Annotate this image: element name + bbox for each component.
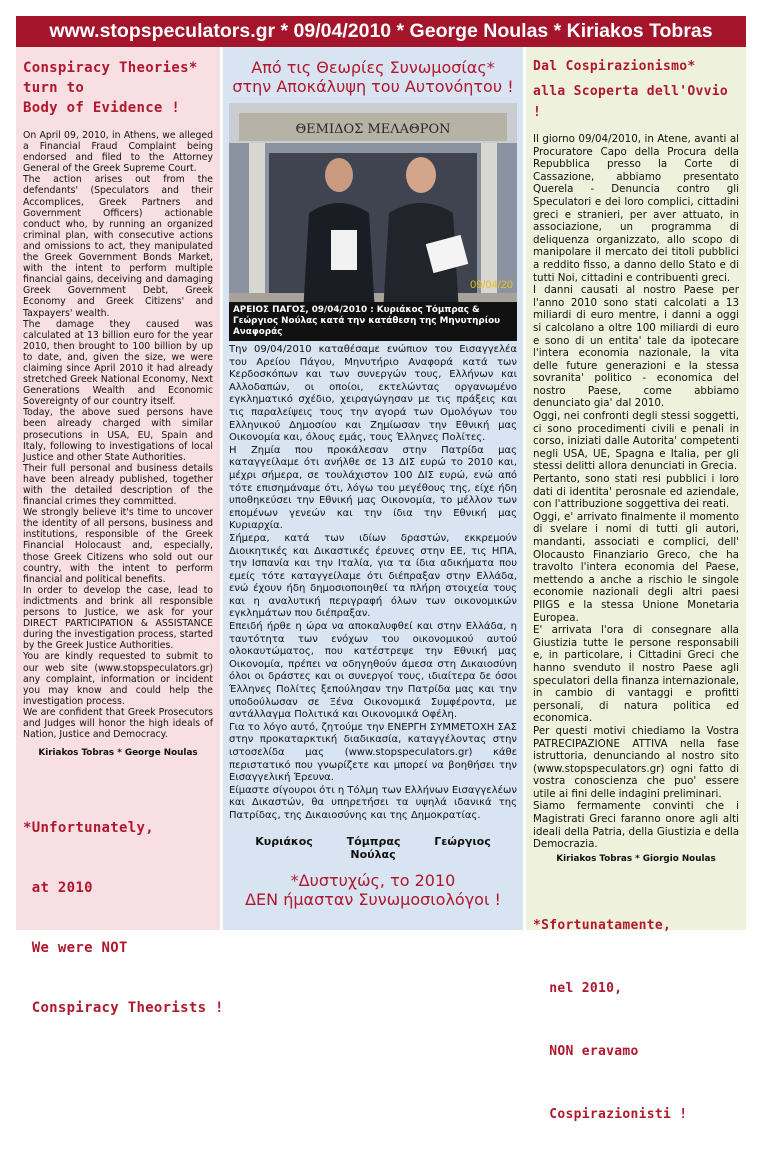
english-paragraph: In order to develop the case, lead to indictments and brink all responsible persons to Justice, we ask for your DIRECT PARTICIPATION & ASSISTANCE during the investigation process, started by the Greek Justice Authorities.	[23, 584, 213, 652]
italian-footer-line: nel 2010,	[533, 980, 623, 996]
english-heading-line: turn to	[23, 80, 85, 96]
greek-heading-line: Από τις Θεωρίες Συνωμοσίας*	[251, 58, 495, 77]
greek-footer	[229, 871, 517, 909]
greek-footer-line: ΔΕΝ ήμασταν Συνωμοσιολόγοι !	[245, 889, 501, 909]
english-footer-line: We were NOT	[23, 940, 128, 957]
greek-paragraph: Επειδή ήρθε η ώρα να αποκαλυφθεί και στην Ελλάδα, η ταυτότητα των ενόχων του οικονομικού αυτού ολοκαυτώματος, που κατέστρεψε την Εθνική μας Οικονομία, πρέπει να οδηγηθούν άμεσα στη Δικαιοσύνη όλοι οι δράστες και οι συνεργοί τους, ιδιαίτερα δε όσοι Έλληνες Πολίτες ξεπούλησαν την Πατρίδα μας και την υποδούλωσαν σε Ξένα Οικονομικά Συμφέροντα, με αντάλλαγμα Πολιτικά και Οικονομικά Οφέλη.	[229, 621, 517, 721]
italian-column	[526, 47, 746, 1122]
italian-paragraph: Per questi motivi chiediamo la Vostra PATRECIPAZIONE ATTIVA nella fase istruttoria, denunciando al nostro sito (www.stopspeculators.gr) ogni fatto di vostra conoscienza che puo' essere utile ai fini delle indagini preliminari.	[533, 724, 739, 800]
english-heading-line: Conspiracy Theories*	[23, 60, 198, 76]
greek-paragraph: Η Ζημία που προκάλεσαν στην Πατρίδα μας καταγγείλαμε ότι ανήλθε σε 13 ΔΙΣ ευρώ το 2010 και, μέχρι σήμερα, σε τουλάχιστον 100 ΔΙΣ ευρώ, ενώ από τότε επισημάναμε ότι, λόγω του μεγέθους της, είχε ήδη υποθηκεύσει την Εθνική μας Οικονομία, το μέλλον των επομένων γενεών και την ίδια την Εθνική μας Κυριαρχία.	[229, 444, 517, 532]
english-body	[23, 130, 213, 740]
greek-footer-line: *Δυστυχώς, το 2010	[290, 870, 456, 890]
greek-signature: Κυριάκος Τόμπρας Γεώργιος Νούλας	[255, 834, 491, 861]
italian-signature: Kiriakos Tobras * Giorgio Noulas	[556, 853, 716, 864]
english-paragraph: The action arises out from the defendants' (Speculators and their Accomplices, Greek Partners and Government Officers) actionable conduct who, by running an organized criminal plan, with consecutive actions and omissions to act, they manipulated the Greek Government Bonds Market, with the intent to perform multiple financial gains, deceiving and damaging Greek Government Debt, Greek Economy and Greek Citizens' and Taxpayers' wealth.	[23, 174, 213, 319]
english-paragraph: Today, the above sued persons have been already charged with similar prosecutions in USA, EU, Spain and Italy, following to investigations of local Justice and other State Authorities.	[23, 407, 213, 463]
italian-body	[533, 133, 739, 851]
italian-footer-line: NON eravamo	[533, 1043, 639, 1059]
greek-column	[223, 47, 523, 930]
greek-body	[229, 344, 517, 823]
english-footer	[23, 778, 224, 1058]
greek-paragraph: Την 09/04/2010 καταθέσαμε ενώπιον του Εισαγγελέα του Αρείου Πάγου, Μηνυτήριο Αναφορά κατά των Κερδοσκόπων και των συνεργών τους, Ελλήνων και Αλλοδαπών, οι οποίοι, εκτελώντας οργανωμένο εγκληματικό σχέδιο, χειραγώγησαν με τις πράξεις και τις παραλείψεις τους την αγορά των Ομολόγων του Ελληνικού Δημοσίου και Ζημίωσαν την Εθνική μας Οικονομία και, όλους εμάς, τους Έλληνες Πολίτες.	[229, 344, 517, 444]
english-paragraph: Their full personal and business details have been already published, together with the detailed description of the financial crimes they committed.	[23, 462, 213, 508]
english-footer-line: Conspiracy Theorists !	[23, 1000, 224, 1017]
english-column	[16, 47, 224, 1017]
greek-heading	[229, 58, 517, 96]
italian-heading-line: alla Scoperta dell'Ovvio !	[533, 84, 729, 120]
greek-paragraph: Σήμερα, κατά των ιδίων δραστών, εκκρεμούν Διοικητικές και Δικαστικές έρευνες στην ΕΕ, τις ΗΠΑ, την Ισπανία και την Ιταλία, για τα ίδια αδικήματα που εμείς τότε καταγγείλαμε ότι διέπραξαν στην Ελλάδα, ενώ έχουν ήδη δημοσιοποιηθεί τα πλήρη στοιχεία τους και η αναλυτική περιγραφή όλων των οικονομικών εγκλημάτων που διέπραξαν.	[229, 532, 517, 620]
italian-paragraph: Il giorno 09/04/2010, in Atene, avanti al Procuratore Capo della Procura della Repubblica presso la Corte di Cassazione, abbiamo presentato Querela - Denuncia contro gli Speculatori e dei loro complici, cittadini greci e stranieri, per aver attuato, in associazione, un programma di deliquenza organizzato, allo scopo di manipolare il mercato dei titoli pubblici a reddito fisso, a danno dello Stato e di tutti Noi, cittadini e contribuenti greci.	[533, 133, 739, 284]
italian-paragraph: I danni causati al nostro Paese per l'anno 2010 sono stati calcolati a 13 miliardi di euro mentre, i danni a oggi si calcolano a oltre 100 miliardi di euro e sono di un entita' tale da ipotecare l'intera economia nazionale, la vita delle future generazioni e la stessa sovranita' politico - economica del nostro Paese, come abbiamo denunciato gia' dal 2010.	[533, 284, 739, 410]
italian-heading-line: Dal Cospirazionismo*	[533, 59, 696, 74]
greek-paragraph: Είμαστε σίγουροι ότι η Τόλμη των Ελλήνων Εισαγγελέων και Δικαστών, θα υπηρετήσει τα υψηλά ιδανικά της Πατρίδας, της Δικαιοσύνης και της Δημοκρατίας.	[229, 784, 517, 821]
english-signature: Kiriakos Tobras * George Noulas	[38, 748, 198, 759]
italian-paragraph: Oggi, e' arrivato finalmente il momento di svelare i nomi di tutti gli autori, mandanti, associati e complici, dell' Olocausto Finanziario Greco, che ha travolto l'intera economia del Paese, mettendo a anche a rischio le singole economie nazionali degli altri paesi PIIGS e la stessa Unione Monetaria Europea.	[533, 510, 739, 624]
italian-heading	[533, 56, 739, 123]
english-paragraph: The damage they caused was calculated at 13 billion euro for the year 2010, then brought to 100 billion by up to date, and, given the size, we were claiming since April 2010 it had already stretched Greek National Economy, Next Generations Wealth and Economic Sovereignty of our country itself.	[23, 318, 213, 408]
english-paragraph: You are kindly requested to submit to our web site (www.stopspeculators.gr) any complaint, information or incident you may know and could help the investigation process.	[23, 651, 213, 707]
greek-heading-line: στην Αποκάλυψη του Αυτονόητου !	[232, 77, 514, 96]
italian-paragraph: Pertanto, sono stati resi pubblici i loro dati di identita' perosnale ed aziendale, con l'attribuzione soggettiva dei reati.	[533, 473, 739, 511]
english-heading-line: Body of Evidence !	[23, 100, 181, 116]
italian-paragraph: E' arrivata l'ora di consegnare alla Giustizia tutte le persone responsabili e, in particolare, i Cittadini Greci che hanno svenduto il nostro Paese agli speculatori della finanza internazionale, in cambio di vantaggi e profitti personali, di natura politica ed economica.	[533, 624, 739, 725]
italian-paragraph: Siamo fermamente convinti che i Magistrati Greci faranno onore agli alti ideali della Patria, della Giustizia e della Democrazia.	[533, 800, 739, 851]
italian-footer-line: *Sfortunatamente,	[533, 917, 672, 933]
court-photo	[229, 103, 517, 341]
page-banner: www.stopspeculators.gr * 09/04/2010 * George Noulas * Kiriakos Tobras	[16, 16, 746, 47]
english-paragraph: We are confident that Greek Prosecutors and Judges will honor the high ideals of Nation, Justice and Democracy.	[23, 706, 213, 741]
english-heading	[23, 58, 213, 118]
english-paragraph: We strongly believe it's time to uncover the identity of all persons, business and institutions, responsible of the Greek Financial Holocaust and, especially, those Greek Citizens who sold out our country, with the intent to perform financial and political benefits.	[23, 507, 213, 585]
english-footer-line: *Unfortunately,	[23, 820, 154, 837]
photo-building-inscription: ΘΕΜΙΔΟΣ ΜΕΛΑΘΡΟΝ	[295, 122, 451, 137]
italian-footer-line: Cospirazionisti !	[533, 1106, 688, 1122]
english-footer-line: at 2010	[23, 880, 93, 897]
italian-footer	[533, 873, 739, 1167]
greek-paragraph: Για το λόγο αυτό, ζητούμε την ΕΝΕΡΓΗ ΣΥΜΜΕΤΟΧΗ ΣΑΣ στην προκαταρκτική διαδικασία, καταγγέλοντας στην ιστοσελίδα μας (www.stopspeculators.gr) κάθε περιστατικό που γνωρίζετε και μπορεί να βοηθήσει την Εισαγγελική Έρευνα.	[229, 721, 517, 784]
italian-paragraph: Oggi, nei confronti degli stessi soggetti, ci sono procedimenti civili e penali in corso, iniziati dalle Autorita' competenti negli USA, UE, Spagna e Italia, per gli stessi delitti allora denunciati in Grecia.	[533, 410, 739, 473]
photo-caption: ΑΡΕΙΟΣ ΠΑΓΟΣ, 09/04/2010 : Κυριάκος Τόμπρας & Γεώργιος Νούλας κατά την κατάθεση της Μηνυτηρίου Αναφοράς	[229, 302, 517, 341]
photo-date-stamp: 09/04/20	[470, 279, 513, 291]
english-paragraph: On April 09, 2010, in Athens, we alleged a Financial Fraud Complaint being endorsed and filed to the Attorney General of the Greek Supreme Court.	[23, 130, 213, 175]
